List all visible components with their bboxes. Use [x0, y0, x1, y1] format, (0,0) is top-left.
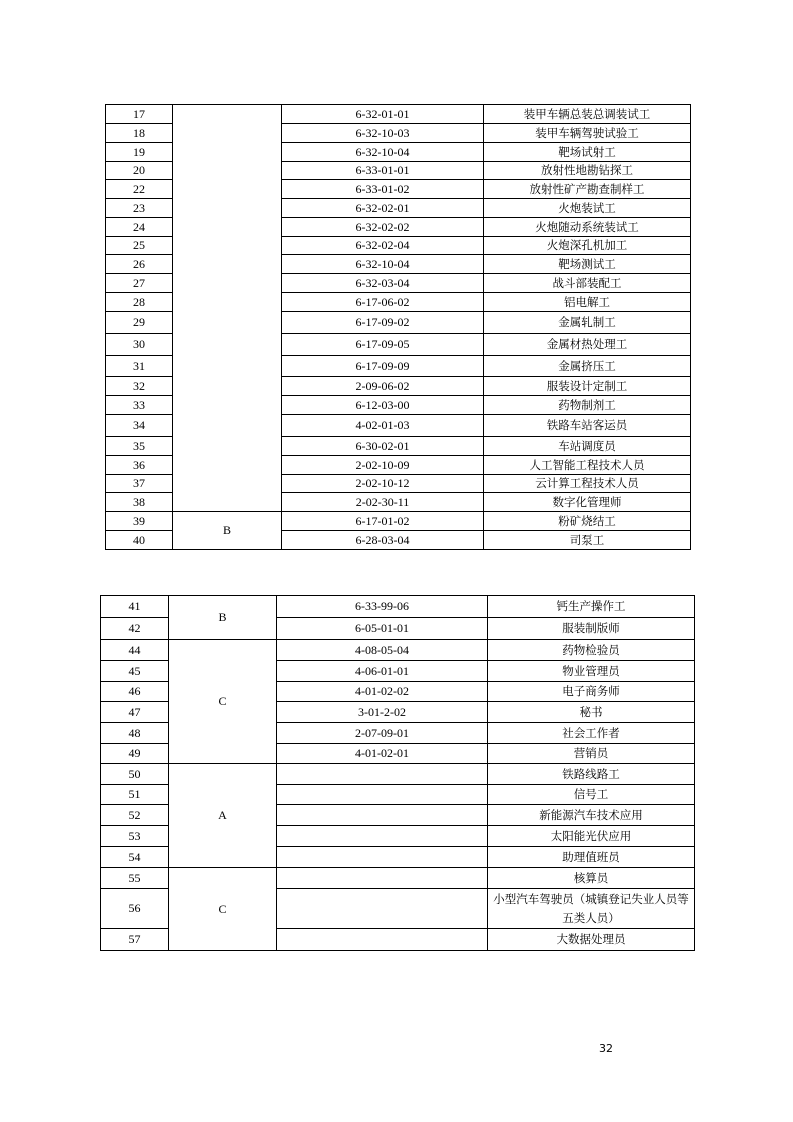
occupation-name: 装甲车辆驾驶试验工 — [484, 124, 691, 143]
level-cell: A — [169, 764, 277, 868]
level-cell: C — [169, 640, 277, 764]
occupation-code: 6-05-01-01 — [277, 618, 488, 640]
row-number: 40 — [106, 531, 173, 550]
occupation-code: 6-32-02-02 — [282, 218, 484, 237]
occupation-code — [277, 929, 488, 951]
page-number: 32 — [599, 1042, 613, 1055]
row-number: 23 — [106, 199, 173, 218]
row-number: 54 — [101, 847, 169, 868]
row-number: 32 — [106, 377, 173, 396]
level-cell — [173, 105, 282, 512]
occupation-name: 火炮装试工 — [484, 199, 691, 218]
occupation-code: 2-02-10-09 — [282, 456, 484, 475]
row-number: 56 — [101, 889, 169, 929]
level-cell: C — [169, 868, 277, 951]
occupation-name: 小型汽车驾驶员（城镇登记失业人员等五类人员） — [488, 889, 695, 929]
row-number: 44 — [101, 640, 169, 661]
row-number: 20 — [106, 162, 173, 180]
level-cell: B — [173, 512, 282, 550]
occupation-code: 4-01-02-01 — [277, 744, 488, 764]
occupation-name: 新能源汽车技术应用 — [488, 805, 695, 826]
row-number: 38 — [106, 493, 173, 512]
occupation-code: 4-02-01-03 — [282, 415, 484, 437]
row-number: 41 — [101, 596, 169, 618]
row-number: 35 — [106, 437, 173, 456]
occupation-code: 6-32-02-04 — [282, 237, 484, 255]
occupation-name: 火炮随动系统装试工 — [484, 218, 691, 237]
occupation-code: 6-32-10-04 — [282, 255, 484, 274]
occupation-code: 6-17-09-02 — [282, 312, 484, 334]
row-number: 34 — [106, 415, 173, 437]
row-number: 24 — [106, 218, 173, 237]
occupation-code — [277, 764, 488, 785]
occupation-name: 金属材热处理工 — [484, 334, 691, 356]
occupation-code: 6-17-09-09 — [282, 356, 484, 377]
occupation-code: 4-08-05-04 — [277, 640, 488, 661]
table-row — [101, 868, 695, 889]
occupation-code: 6-12-03-00 — [282, 396, 484, 415]
occupation-name: 营销员 — [488, 744, 695, 764]
row-number: 51 — [101, 785, 169, 805]
occupation-name: 服装设计定制工 — [484, 377, 691, 396]
occupation-code: 2-02-30-11 — [282, 493, 484, 512]
occupation-name: 放射性矿产勘查制样工 — [484, 180, 691, 199]
row-number: 46 — [101, 682, 169, 702]
row-number: 22 — [106, 180, 173, 199]
row-number: 55 — [101, 868, 169, 889]
row-number: 17 — [106, 105, 173, 124]
table-row — [101, 640, 695, 661]
occupation-code: 6-33-01-02 — [282, 180, 484, 199]
occupation-code: 6-32-10-04 — [282, 143, 484, 162]
occupation-code: 3-01-2-02 — [277, 702, 488, 723]
level-cell: B — [169, 596, 277, 640]
occupation-code: 6-32-01-01 — [282, 105, 484, 124]
occupation-name: 社会工作者 — [488, 723, 695, 744]
occupation-name: 云计算工程技术人员 — [484, 475, 691, 493]
occupation-name: 钙生产操作工 — [488, 596, 695, 618]
row-number: 18 — [106, 124, 173, 143]
occupation-name: 药物检验员 — [488, 640, 695, 661]
occupation-name: 药物制剂工 — [484, 396, 691, 415]
occupation-code: 6-30-02-01 — [282, 437, 484, 456]
row-number: 47 — [101, 702, 169, 723]
occupation-name: 放射性地勘钻探工 — [484, 162, 691, 180]
row-number: 50 — [101, 764, 169, 785]
row-number: 53 — [101, 826, 169, 847]
occupation-name: 太阳能光伏应用 — [488, 826, 695, 847]
occupation-table-bottom — [100, 595, 695, 951]
occupation-code: 6-17-09-05 — [282, 334, 484, 356]
row-number: 57 — [101, 929, 169, 951]
occupation-name: 秘书 — [488, 702, 695, 723]
occupation-code: 6-28-03-04 — [282, 531, 484, 550]
row-number: 19 — [106, 143, 173, 162]
occupation-code: 6-32-03-04 — [282, 274, 484, 293]
occupation-code: 6-32-02-01 — [282, 199, 484, 218]
table-row — [106, 105, 691, 124]
occupation-code — [277, 889, 488, 929]
occupation-name: 核算员 — [488, 868, 695, 889]
occupation-name: 火炮深孔机加工 — [484, 237, 691, 255]
occupation-name: 电子商务师 — [488, 682, 695, 702]
occupation-code: 6-17-01-02 — [282, 512, 484, 531]
occupation-code — [277, 785, 488, 805]
table-row — [101, 764, 695, 785]
row-number: 45 — [101, 661, 169, 682]
occupation-name: 信号工 — [488, 785, 695, 805]
occupation-name: 人工智能工程技术人员 — [484, 456, 691, 475]
occupation-name: 铝电解工 — [484, 293, 691, 312]
occupation-name: 金属挤压工 — [484, 356, 691, 377]
row-number: 28 — [106, 293, 173, 312]
occupation-code: 6-33-99-06 — [277, 596, 488, 618]
occupation-name: 铁路车站客运员 — [484, 415, 691, 437]
occupation-code: 6-33-01-01 — [282, 162, 484, 180]
occupation-code — [277, 805, 488, 826]
row-number: 39 — [106, 512, 173, 531]
occupation-code: 2-09-06-02 — [282, 377, 484, 396]
row-number: 25 — [106, 237, 173, 255]
table-row — [106, 512, 691, 531]
occupation-name: 大数据处理员 — [488, 929, 695, 951]
occupation-code: 2-07-09-01 — [277, 723, 488, 744]
row-number: 52 — [101, 805, 169, 826]
row-number: 29 — [106, 312, 173, 334]
occupation-name: 数字化管理师 — [484, 493, 691, 512]
row-number: 30 — [106, 334, 173, 356]
occupation-code — [277, 868, 488, 889]
occupation-name: 服装制版师 — [488, 618, 695, 640]
occupation-name: 装甲车辆总装总调装试工 — [484, 105, 691, 124]
table-row — [101, 596, 695, 618]
occupation-name: 战斗部装配工 — [484, 274, 691, 293]
row-number: 36 — [106, 456, 173, 475]
occupation-code: 6-32-10-03 — [282, 124, 484, 143]
occupation-name: 司泵工 — [484, 531, 691, 550]
occupation-table-top — [105, 104, 691, 550]
occupation-name: 助理值班员 — [488, 847, 695, 868]
occupation-name: 靶场试射工 — [484, 143, 691, 162]
row-number: 49 — [101, 744, 169, 764]
occupation-name: 物业管理员 — [488, 661, 695, 682]
row-number: 48 — [101, 723, 169, 744]
occupation-code: 2-02-10-12 — [282, 475, 484, 493]
occupation-name: 粉矿烧结工 — [484, 512, 691, 531]
occupation-code — [277, 826, 488, 847]
row-number: 26 — [106, 255, 173, 274]
occupation-code: 4-06-01-01 — [277, 661, 488, 682]
occupation-name: 铁路线路工 — [488, 764, 695, 785]
occupation-name: 靶场测试工 — [484, 255, 691, 274]
occupation-code: 4-01-02-02 — [277, 682, 488, 702]
occupation-code: 6-17-06-02 — [282, 293, 484, 312]
row-number: 42 — [101, 618, 169, 640]
occupation-name: 金属轧制工 — [484, 312, 691, 334]
occupation-code — [277, 847, 488, 868]
occupation-name: 车站调度员 — [484, 437, 691, 456]
row-number: 27 — [106, 274, 173, 293]
row-number: 37 — [106, 475, 173, 493]
row-number: 33 — [106, 396, 173, 415]
row-number: 31 — [106, 356, 173, 377]
